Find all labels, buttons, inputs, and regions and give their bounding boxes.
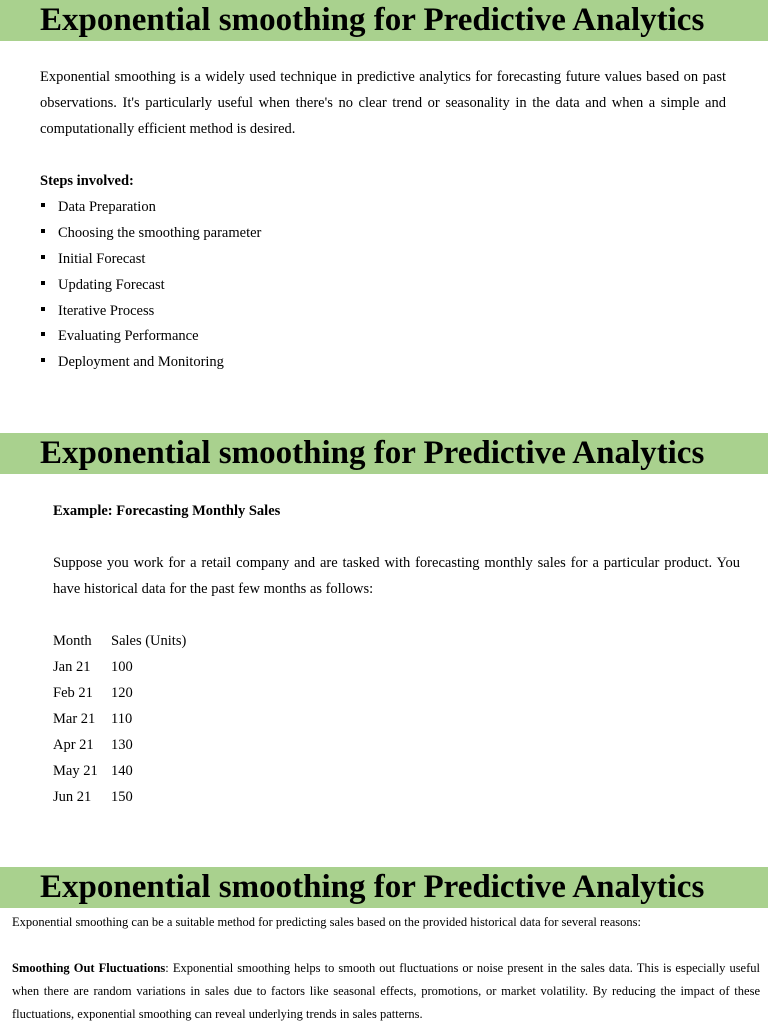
slide-3-intro: Exponential smoothing can be a suitable method for predicting sales based on the provided historical data for several reasons: — [12, 915, 641, 929]
bullet-icon — [41, 229, 45, 233]
list-item — [40, 223, 261, 249]
bullet-icon — [41, 358, 45, 362]
bullet-icon — [41, 307, 45, 311]
list-item — [40, 197, 261, 223]
table-row — [53, 758, 186, 784]
slide-1-intro: Exponential smoothing is a widely used technique in predictive analytics for forecasting future values based on past observations. It's particularly useful when there's no clear trend or seasonality in the data and when a simple and computationally efficient method is desired. — [40, 69, 726, 137]
sales-cell: 120 — [111, 684, 133, 701]
step-label: Deployment and Monitoring — [58, 354, 224, 371]
slide-3-title-banner — [0, 867, 768, 908]
sales-table — [53, 628, 186, 810]
sales-cell: 140 — [111, 762, 133, 779]
step-label: Initial Forecast — [58, 250, 146, 267]
bullet-icon — [41, 203, 45, 207]
steps-heading: Steps involved: — [40, 173, 134, 189]
table-row — [53, 706, 186, 732]
step-label: Updating Forecast — [58, 276, 165, 293]
month-cell: Jun 21 — [53, 788, 92, 805]
step-label: Iterative Process — [58, 302, 155, 319]
sales-cell: 150 — [111, 788, 133, 805]
slide-1-title: Exponential smoothing for Predictive Analytics — [40, 2, 705, 38]
month-cell: Feb 21 — [53, 684, 93, 701]
list-item — [40, 275, 261, 301]
step-label: Evaluating Performance — [58, 328, 199, 345]
slide-1-title-banner — [0, 0, 768, 41]
slide-2-title: Exponential smoothing for Predictive Analytics — [40, 435, 705, 471]
bullet-icon — [41, 255, 45, 259]
list-item — [40, 352, 261, 378]
slide-3-title: Exponential smoothing for Predictive Analytics — [40, 869, 705, 905]
sales-cell: 130 — [111, 736, 133, 753]
month-cell: Apr 21 — [53, 736, 94, 753]
list-item — [40, 326, 261, 352]
table-row — [53, 680, 186, 706]
slide-3 — [0, 867, 768, 1024]
month-cell: Mar 21 — [53, 710, 96, 727]
example-description: Suppose you work for a retail company and are tasked with forecasting monthly sales for a particular product. You have historical data for the past few months as follows: — [53, 555, 740, 597]
sales-cell: 110 — [111, 710, 133, 727]
reason-term: Smoothing Out Fluctuations — [12, 961, 166, 975]
steps-list — [40, 197, 261, 378]
table-header-row — [53, 628, 186, 654]
table-header: Sales (Units) — [111, 632, 187, 649]
reason-paragraph — [12, 957, 760, 1024]
list-item — [40, 249, 261, 275]
table-row — [53, 732, 186, 758]
month-cell: Jan 21 — [53, 658, 91, 675]
table-header: Month — [53, 632, 92, 649]
reason-text: : Exponential smoothing helps to smooth out fluctuations or noise present in the sales data. This is especially useful when there are random variations in sales due to factors like seasonal effects, promotions, or market volatility. By reducing the impact of these fluctuations, exponential smoothing can reveal underlying trends in sales patterns. — [12, 961, 760, 1021]
table-row — [53, 784, 186, 810]
example-heading: Example: Forecasting Monthly Sales — [53, 503, 281, 519]
slide-2-title-banner — [0, 433, 768, 474]
step-label: Choosing the smoothing parameter — [58, 224, 262, 241]
step-label: Data Preparation — [58, 199, 156, 215]
bullet-icon — [41, 332, 45, 336]
list-item — [40, 301, 261, 327]
table-row — [53, 654, 186, 680]
slide-2 — [0, 433, 768, 853]
slide-1 — [0, 0, 768, 420]
month-cell: May 21 — [53, 762, 98, 779]
sales-cell: 100 — [111, 658, 133, 675]
bullet-icon — [41, 281, 45, 285]
